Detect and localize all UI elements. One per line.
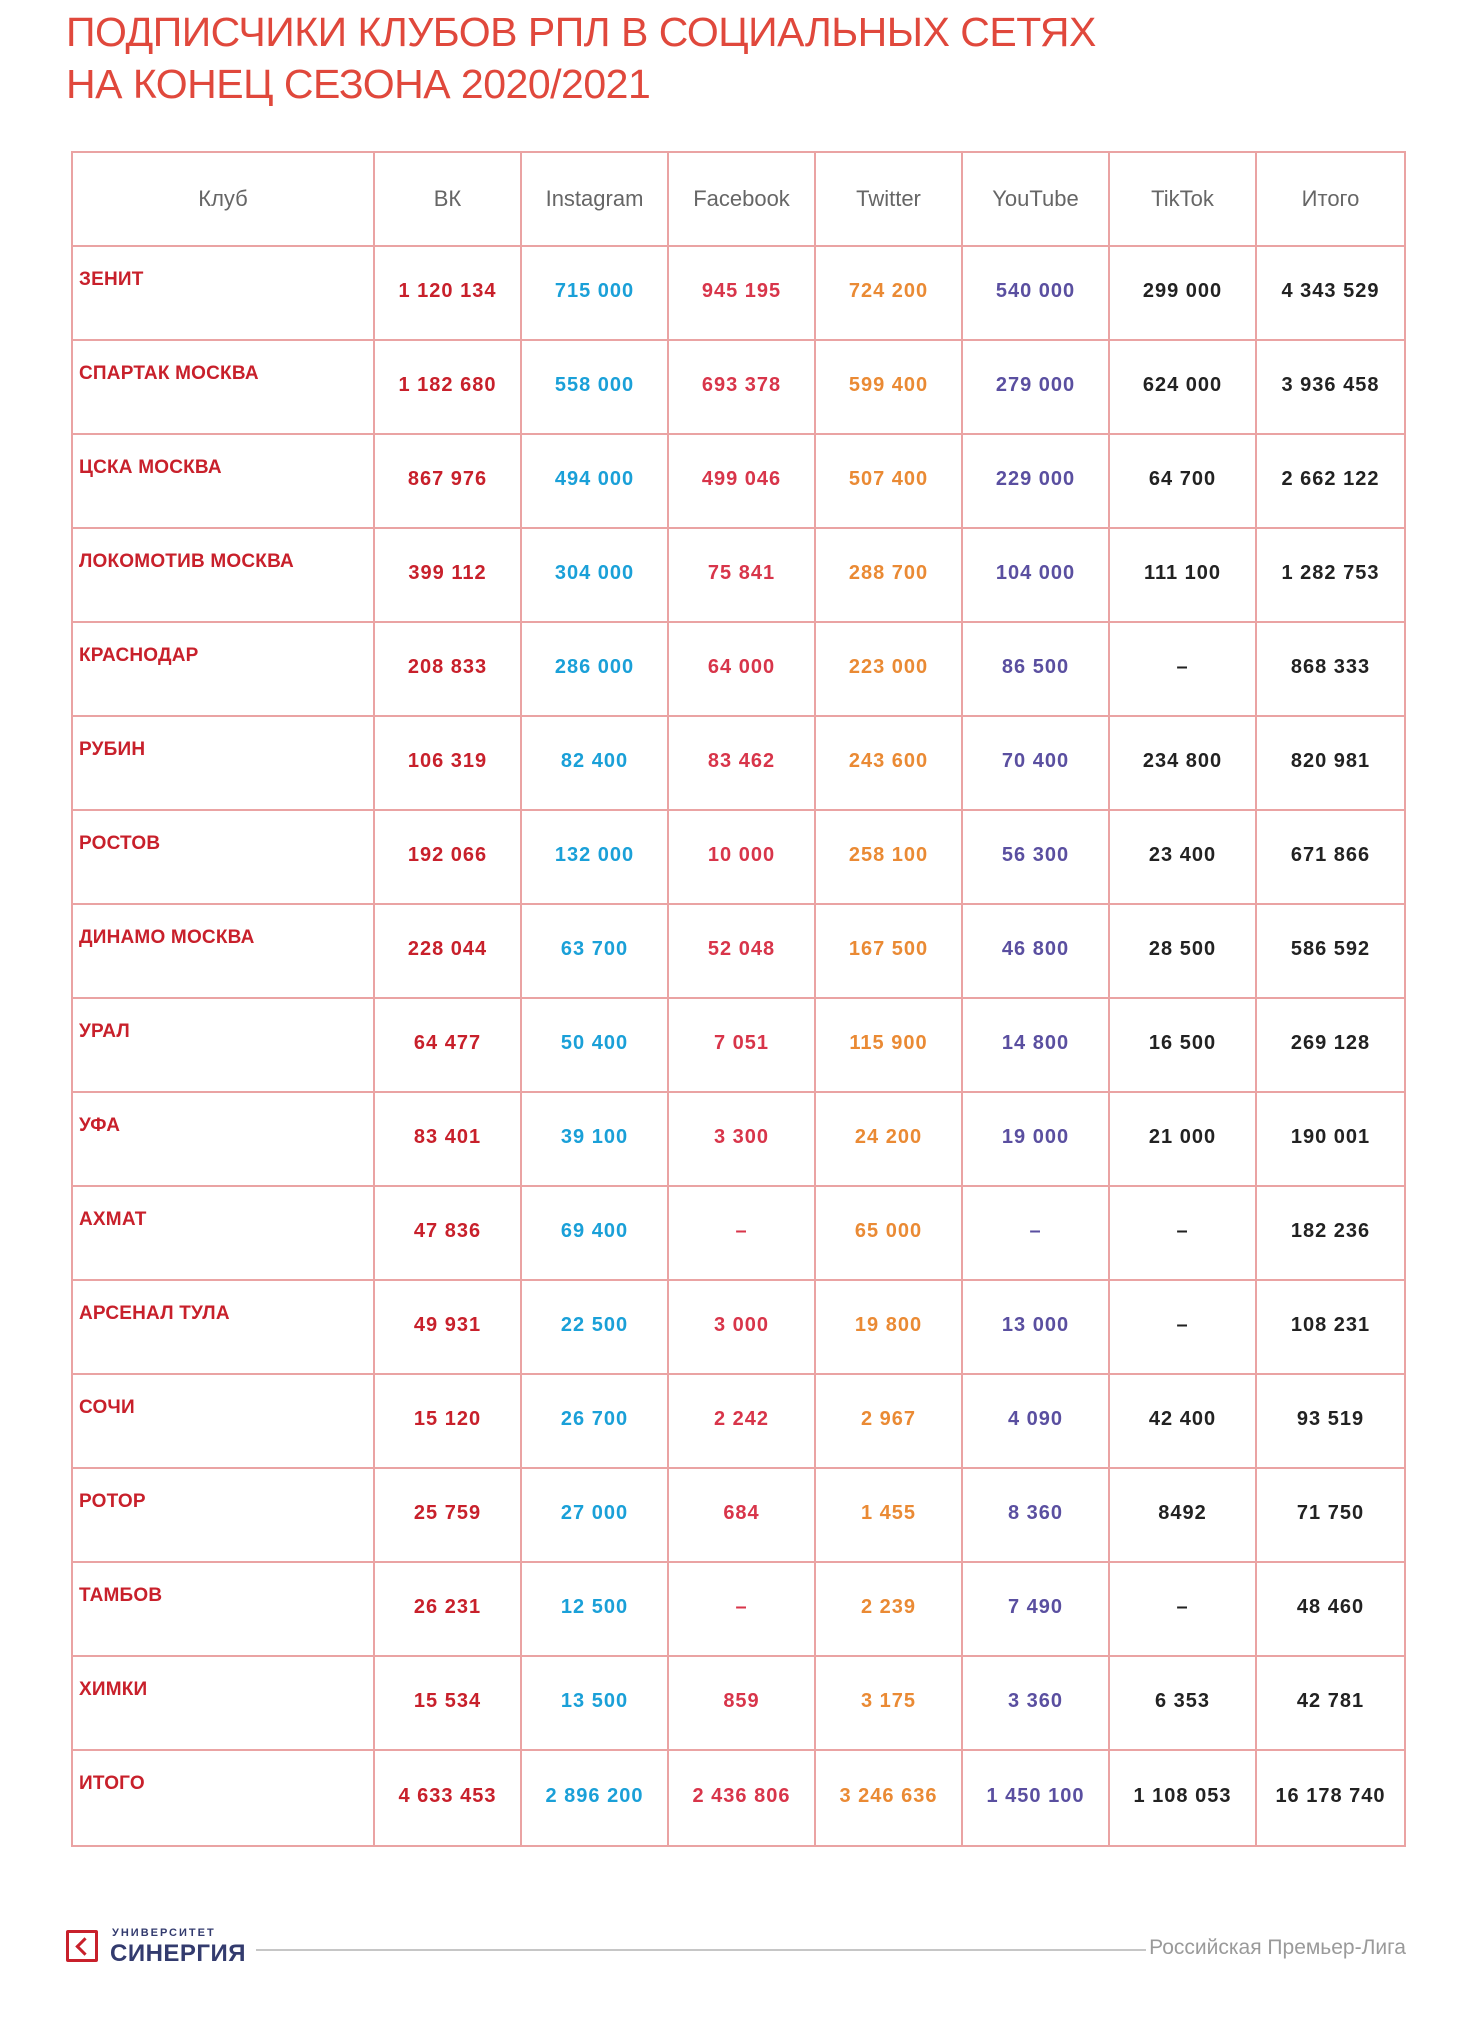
instagram-value-cell: 26 700: [521, 1374, 668, 1468]
column-header-instagram: Instagram: [521, 152, 668, 246]
youtube-value-cell: 13 000: [962, 1280, 1109, 1374]
twitter-value-cell: 65 000: [815, 1186, 962, 1280]
club-name-cell: ДИНАМО МОСКВА: [72, 904, 374, 998]
table-body: [72, 246, 1405, 1846]
instagram-value-cell: 558 000: [521, 340, 668, 434]
table-header-row: [72, 152, 1405, 246]
footer-divider: [256, 1949, 1146, 1951]
youtube-value-cell: 104 000: [962, 528, 1109, 622]
youtube-value-cell: 46 800: [962, 904, 1109, 998]
youtube-value-cell: 279 000: [962, 340, 1109, 434]
club-name-cell: ХИМКИ: [72, 1656, 374, 1750]
tiktok-value-cell: 64 700: [1109, 434, 1256, 528]
instagram-value-cell: 2 896 200: [521, 1750, 668, 1846]
vk-value-cell: 1 120 134: [374, 246, 521, 340]
instagram-value-cell: 286 000: [521, 622, 668, 716]
table-row: [72, 1468, 1405, 1562]
subscribers-table-container: [71, 151, 1404, 1847]
club-name-cell: ЦСКА МОСКВА: [72, 434, 374, 528]
table-row: [72, 1092, 1405, 1186]
tiktok-value-cell: –: [1109, 1186, 1256, 1280]
tiktok-value-cell: –: [1109, 1280, 1256, 1374]
total-value-cell: 93 519: [1256, 1374, 1405, 1468]
facebook-value-cell: 64 000: [668, 622, 815, 716]
total-value-cell: 190 001: [1256, 1092, 1405, 1186]
twitter-value-cell: 258 100: [815, 810, 962, 904]
twitter-value-cell: 507 400: [815, 434, 962, 528]
club-name-cell: РУБИН: [72, 716, 374, 810]
vk-value-cell: 867 976: [374, 434, 521, 528]
instagram-value-cell: 13 500: [521, 1656, 668, 1750]
twitter-value-cell: 24 200: [815, 1092, 962, 1186]
total-value-cell: 3 936 458: [1256, 340, 1405, 434]
vk-value-cell: 399 112: [374, 528, 521, 622]
instagram-value-cell: 304 000: [521, 528, 668, 622]
total-value-cell: 4 343 529: [1256, 246, 1405, 340]
facebook-value-cell: 3 300: [668, 1092, 815, 1186]
table-row: [72, 1280, 1405, 1374]
table-row: [72, 528, 1405, 622]
facebook-value-cell: 75 841: [668, 528, 815, 622]
instagram-value-cell: 132 000: [521, 810, 668, 904]
logo-text-small: УНИВЕРСИТЕТ: [112, 1927, 216, 1939]
instagram-value-cell: 82 400: [521, 716, 668, 810]
facebook-value-cell: 7 051: [668, 998, 815, 1092]
club-name-cell: КРАСНОДАР: [72, 622, 374, 716]
table-row: [72, 1374, 1405, 1468]
facebook-value-cell: 10 000: [668, 810, 815, 904]
table-row: [72, 1562, 1405, 1656]
tiktok-value-cell: 1 108 053: [1109, 1750, 1256, 1846]
twitter-value-cell: 724 200: [815, 246, 962, 340]
tiktok-value-cell: 42 400: [1109, 1374, 1256, 1468]
facebook-value-cell: 684: [668, 1468, 815, 1562]
tiktok-value-cell: 299 000: [1109, 246, 1256, 340]
youtube-value-cell: 86 500: [962, 622, 1109, 716]
vk-value-cell: 4 633 453: [374, 1750, 521, 1846]
total-value-cell: 182 236: [1256, 1186, 1405, 1280]
footer: [66, 1918, 1406, 1978]
footer-source: Российская Премьер-Лига: [1149, 1936, 1406, 1959]
youtube-value-cell: 70 400: [962, 716, 1109, 810]
twitter-value-cell: 243 600: [815, 716, 962, 810]
table-row: [72, 622, 1405, 716]
facebook-value-cell: 52 048: [668, 904, 815, 998]
column-header-vk: ВК: [374, 152, 521, 246]
facebook-value-cell: 945 195: [668, 246, 815, 340]
table-row: [72, 434, 1405, 528]
facebook-value-cell: 693 378: [668, 340, 815, 434]
total-value-cell: 586 592: [1256, 904, 1405, 998]
club-name-cell: ТАМБОВ: [72, 1562, 374, 1656]
tiktok-value-cell: –: [1109, 622, 1256, 716]
table-row: [72, 716, 1405, 810]
club-name-cell: СПАРТАК МОСКВА: [72, 340, 374, 434]
club-name-cell: УРАЛ: [72, 998, 374, 1092]
tiktok-value-cell: 6 353: [1109, 1656, 1256, 1750]
youtube-value-cell: 19 000: [962, 1092, 1109, 1186]
total-value-cell: 820 981: [1256, 716, 1405, 810]
total-value-cell: 108 231: [1256, 1280, 1405, 1374]
instagram-value-cell: 494 000: [521, 434, 668, 528]
table-row: [72, 340, 1405, 434]
total-value-cell: 1 282 753: [1256, 528, 1405, 622]
tiktok-value-cell: 624 000: [1109, 340, 1256, 434]
club-name-cell: АХМАТ: [72, 1186, 374, 1280]
column-header-tiktok: TikTok: [1109, 152, 1256, 246]
table-row: [72, 1656, 1405, 1750]
youtube-value-cell: 540 000: [962, 246, 1109, 340]
facebook-value-cell: 83 462: [668, 716, 815, 810]
twitter-value-cell: 2 967: [815, 1374, 962, 1468]
vk-value-cell: 64 477: [374, 998, 521, 1092]
instagram-value-cell: 50 400: [521, 998, 668, 1092]
twitter-value-cell: 167 500: [815, 904, 962, 998]
vk-value-cell: 15 120: [374, 1374, 521, 1468]
facebook-value-cell: –: [668, 1562, 815, 1656]
vk-value-cell: 208 833: [374, 622, 521, 716]
twitter-value-cell: 1 455: [815, 1468, 962, 1562]
vk-value-cell: 26 231: [374, 1562, 521, 1656]
club-name-cell: ЗЕНИТ: [72, 246, 374, 340]
facebook-value-cell: 2 242: [668, 1374, 815, 1468]
twitter-value-cell: 3 246 636: [815, 1750, 962, 1846]
vk-value-cell: 47 836: [374, 1186, 521, 1280]
column-header-youtube: YouTube: [962, 152, 1109, 246]
twitter-value-cell: 288 700: [815, 528, 962, 622]
total-value-cell: 16 178 740: [1256, 1750, 1405, 1846]
club-name-cell: РОСТОВ: [72, 810, 374, 904]
tiktok-value-cell: 23 400: [1109, 810, 1256, 904]
club-name-cell: УФА: [72, 1092, 374, 1186]
instagram-value-cell: 12 500: [521, 1562, 668, 1656]
table-row: [72, 1186, 1405, 1280]
instagram-value-cell: 715 000: [521, 246, 668, 340]
vk-value-cell: 192 066: [374, 810, 521, 904]
youtube-value-cell: 7 490: [962, 1562, 1109, 1656]
facebook-value-cell: 859: [668, 1656, 815, 1750]
column-header-facebook: Facebook: [668, 152, 815, 246]
club-name-cell: ИТОГО: [72, 1750, 374, 1846]
column-header-total: Итого: [1256, 152, 1405, 246]
tiktok-value-cell: 234 800: [1109, 716, 1256, 810]
facebook-value-cell: 3 000: [668, 1280, 815, 1374]
youtube-value-cell: 8 360: [962, 1468, 1109, 1562]
youtube-value-cell: –: [962, 1186, 1109, 1280]
vk-value-cell: 228 044: [374, 904, 521, 998]
youtube-value-cell: 4 090: [962, 1374, 1109, 1468]
club-name-cell: СОЧИ: [72, 1374, 374, 1468]
vk-value-cell: 106 319: [374, 716, 521, 810]
table-row: [72, 904, 1405, 998]
total-value-cell: 42 781: [1256, 1656, 1405, 1750]
club-name-cell: РОТОР: [72, 1468, 374, 1562]
instagram-value-cell: 22 500: [521, 1280, 668, 1374]
youtube-value-cell: 56 300: [962, 810, 1109, 904]
youtube-value-cell: 14 800: [962, 998, 1109, 1092]
column-header-twitter: Twitter: [815, 152, 962, 246]
total-value-cell: 671 866: [1256, 810, 1405, 904]
tiktok-value-cell: –: [1109, 1562, 1256, 1656]
synergy-logo-icon: [66, 1930, 98, 1962]
twitter-value-cell: 19 800: [815, 1280, 962, 1374]
vk-value-cell: 83 401: [374, 1092, 521, 1186]
youtube-value-cell: 3 360: [962, 1656, 1109, 1750]
instagram-value-cell: 39 100: [521, 1092, 668, 1186]
table-row: [72, 246, 1405, 340]
twitter-value-cell: 223 000: [815, 622, 962, 716]
table-row: [72, 810, 1405, 904]
club-name-cell: АРСЕНАЛ ТУЛА: [72, 1280, 374, 1374]
logo-text-big: СИНЕРГИЯ: [110, 1940, 247, 1967]
instagram-value-cell: 69 400: [521, 1186, 668, 1280]
column-header-club: Клуб: [72, 152, 374, 246]
total-value-cell: 48 460: [1256, 1562, 1405, 1656]
tiktok-value-cell: 16 500: [1109, 998, 1256, 1092]
vk-value-cell: 25 759: [374, 1468, 521, 1562]
vk-value-cell: 49 931: [374, 1280, 521, 1374]
tiktok-value-cell: 28 500: [1109, 904, 1256, 998]
subscribers-table: [71, 151, 1406, 1847]
instagram-value-cell: 63 700: [521, 904, 668, 998]
total-value-cell: 269 128: [1256, 998, 1405, 1092]
instagram-value-cell: 27 000: [521, 1468, 668, 1562]
club-name-cell: ЛОКОМОТИВ МОСКВА: [72, 528, 374, 622]
youtube-value-cell: 1 450 100: [962, 1750, 1109, 1846]
facebook-value-cell: 499 046: [668, 434, 815, 528]
title-line-1: ПОДПИСЧИКИ КЛУБОВ РПЛ В СОЦИАЛЬНЫХ СЕТЯХ: [66, 9, 1096, 55]
vk-value-cell: 15 534: [374, 1656, 521, 1750]
twitter-value-cell: 3 175: [815, 1656, 962, 1750]
twitter-value-cell: 2 239: [815, 1562, 962, 1656]
total-value-cell: 2 662 122: [1256, 434, 1405, 528]
tiktok-value-cell: 111 100: [1109, 528, 1256, 622]
facebook-value-cell: –: [668, 1186, 815, 1280]
total-value-cell: 71 750: [1256, 1468, 1405, 1562]
page-title: [66, 6, 1366, 110]
tiktok-value-cell: 21 000: [1109, 1092, 1256, 1186]
vk-value-cell: 1 182 680: [374, 340, 521, 434]
tiktok-value-cell: 8492: [1109, 1468, 1256, 1562]
twitter-value-cell: 599 400: [815, 340, 962, 434]
table-row: [72, 1750, 1405, 1846]
total-value-cell: 868 333: [1256, 622, 1405, 716]
title-line-2: НА КОНЕЦ СЕЗОНА 2020/2021: [66, 61, 651, 107]
facebook-value-cell: 2 436 806: [668, 1750, 815, 1846]
youtube-value-cell: 229 000: [962, 434, 1109, 528]
twitter-value-cell: 115 900: [815, 998, 962, 1092]
table-row: [72, 998, 1405, 1092]
